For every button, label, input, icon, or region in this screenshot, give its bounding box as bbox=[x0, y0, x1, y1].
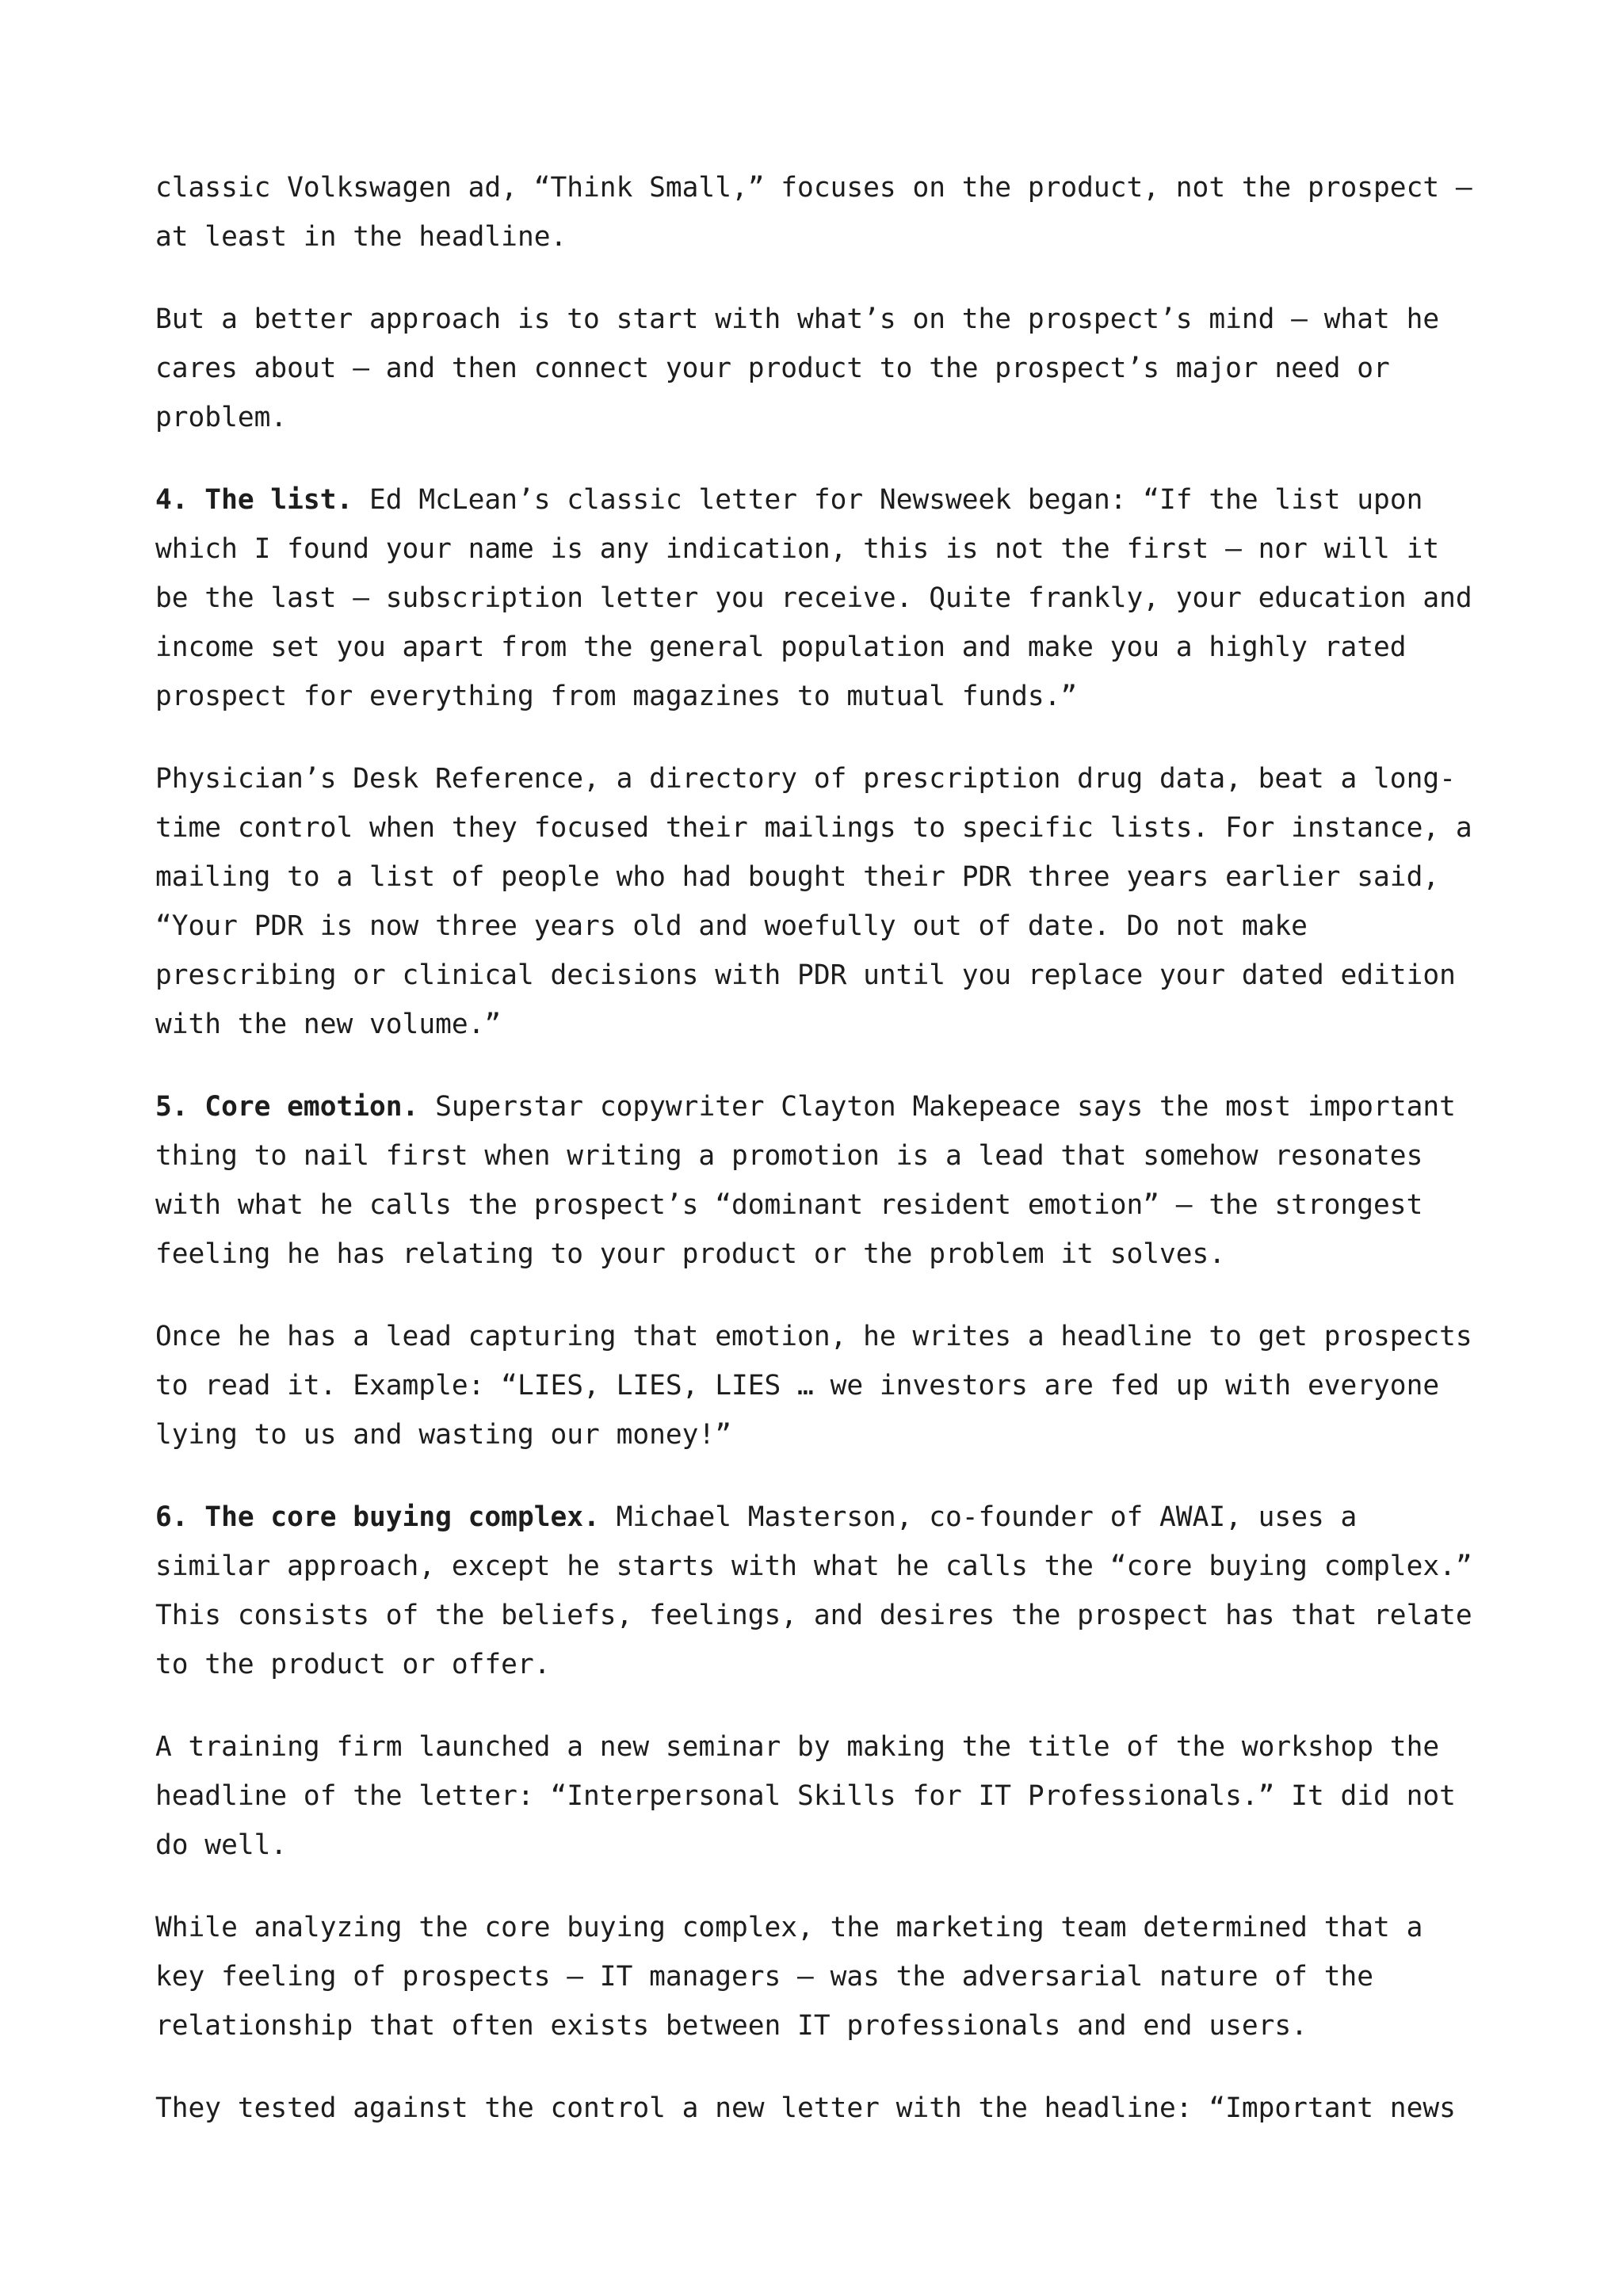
document-body bbox=[155, 163, 1487, 2133]
paragraph-9-text: While analyzing the core buying complex, the marketing team determined that a key feeling of prospects — IT managers — was the adversarial nature of the relationship that often exists between IT professionals and end users. bbox=[155, 1912, 1423, 2042]
section-heading-the-list: 4. The list. bbox=[155, 484, 353, 516]
paragraph-3 bbox=[155, 475, 1487, 721]
paragraph-2 bbox=[155, 295, 1487, 442]
paragraph-6 bbox=[155, 1312, 1487, 1459]
paragraph-4-text: Physician’s Desk Reference, a directory of prescription drug data, beat a long-time control when they focused their mailings to specific lists. For instance, a mailing to a list of people who had bought their PDR three years earlier said, “Your PDR is now three years old and woefully out of date. Do not make prescribing or clinical decisions with PDR until you replace your dated edition with the new volume.” bbox=[155, 763, 1472, 1040]
paragraph-9 bbox=[155, 1903, 1487, 2050]
paragraph-10 bbox=[155, 2084, 1487, 2133]
paragraph-10-text: They tested against the control a new letter with the headline: “Important news bbox=[155, 2092, 1456, 2124]
paragraph-2-text: But a better approach is to start with what’s on the prospect’s mind — what he cares about — and then connect your product to the prospect’s major need or problem. bbox=[155, 303, 1440, 433]
paragraph-5-text: Superstar copywriter Clayton Makepeace says the most important thing to nail first when writing a promotion is a lead that somehow resonates with what he calls the prospect’s “dominant resident emotion” — the strongest feeling he has relating to your product or the problem it solves. bbox=[155, 1091, 1456, 1270]
paragraph-1 bbox=[155, 163, 1487, 261]
paragraph-7 bbox=[155, 1493, 1487, 1689]
paragraph-4 bbox=[155, 754, 1487, 1049]
section-heading-core-buying-complex: 6. The core buying complex. bbox=[155, 1501, 600, 1533]
paragraph-8-text: A training firm launched a new seminar by making the title of the workshop the headline of the letter: “Interpersonal Skills for IT Professionals.” It did not do well. bbox=[155, 1731, 1456, 1861]
paragraph-7-text: Michael Masterson, co-founder of AWAI, uses a similar approach, except he starts with what he calls the “core buying complex.” This consists of the beliefs, feelings, and desires the prospect has that relate to the product or offer. bbox=[155, 1501, 1472, 1680]
paragraph-8 bbox=[155, 1722, 1487, 1870]
paragraph-3-text: Ed McLean’s classic letter for Newsweek began: “If the list upon which I found your name is any indication, this is not the first — nor will it be the last — subscription letter you receive. Quite frankly, your education and income set you apart from the general population and make you a highly rated prospect for everything from magazines to mutual funds.” bbox=[155, 484, 1472, 712]
paragraph-6-text: Once he has a lead capturing that emotion, he writes a headline to get prospects to read it. Example: “LIES, LIES, LIES … we investors are fed up with everyone lying to us and wasting our money!” bbox=[155, 1321, 1472, 1451]
section-heading-core-emotion: 5. Core emotion. bbox=[155, 1091, 419, 1123]
paragraph-5 bbox=[155, 1082, 1487, 1279]
paragraph-1-text: classic Volkswagen ad, “Think Small,” focuses on the product, not the prospect — at least in the headline. bbox=[155, 172, 1472, 253]
